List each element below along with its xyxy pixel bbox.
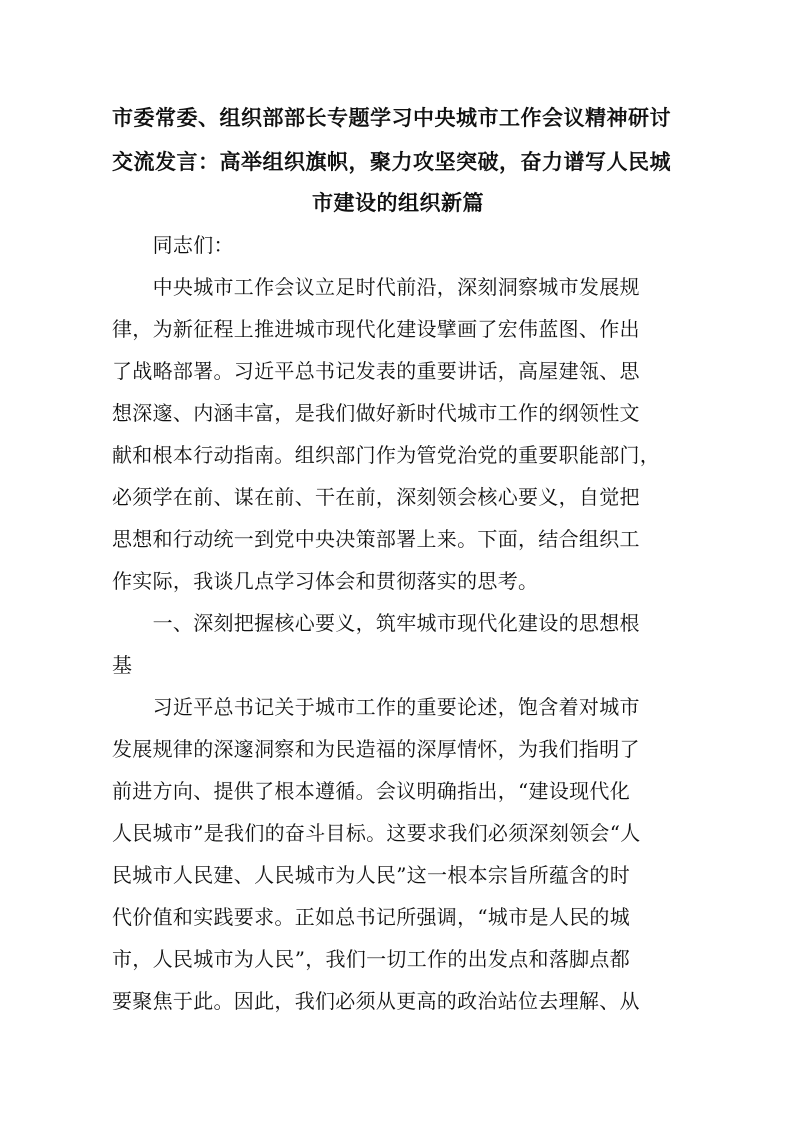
document-title-line-2: 交流发言：高举组织旗帜，聚力攻坚突破，奋力谱写人民城 xyxy=(112,149,671,174)
body-line: 要聚焦于此。因此，我们必须从更高的政治站位去理解、从 xyxy=(112,989,640,1013)
body-line: 作实际，我谈几点学习体会和贯彻落实的思考。 xyxy=(112,569,539,593)
section-heading-line: 一、深刻把握核心要义，筑牢城市现代化建设的思想根 xyxy=(112,611,640,635)
body-line: 民城市人民建、人民城市为人民”这一根本宗旨所蕴含的时 xyxy=(112,863,631,887)
section-heading-line: 基 xyxy=(112,653,133,677)
body-line: 人民城市”是我们的奋斗目标。这要求我们必须深刻领会“人 xyxy=(112,821,641,845)
body-line: 市，人民城市为人民”，我们一切工作的出发点和落脚点都 xyxy=(112,947,631,971)
body-line: 献和根本行动指南。组织部门作为管党治党的重要职能部门， xyxy=(112,443,661,467)
body-line: 必须学在前、谋在前、干在前，深刻领会核心要义，自觉把 xyxy=(112,485,640,509)
body-line: 律，为新征程上推进城市现代化建设擘画了宏伟蓝图、作出 xyxy=(112,317,640,341)
document-title-line-3: 市建设的组织新篇 xyxy=(312,190,484,215)
body-line: 习近平总书记关于城市工作的重要论述，饱含着对城市 xyxy=(112,695,640,719)
document-title-line-1: 市委常委、组织部部长专题学习中央城市工作会议精神研讨 xyxy=(112,105,671,130)
body-line: 思想和行动统一到党中央决策部署上来。下面，结合组织工 xyxy=(112,527,640,551)
salutation: 同志们： xyxy=(112,233,234,257)
body-line: 想深邃、内涵丰富，是我们做好新时代城市工作的纲领性文 xyxy=(112,401,640,425)
body-line: 了战略部署。习近平总书记发表的重要讲话，高屋建瓴、思 xyxy=(112,359,640,383)
body-line: 发展规律的深邃洞察和为民造福的深厚情怀，为我们指明了 xyxy=(112,737,640,761)
body-line: 代价值和实践要求。正如总书记所强调，“城市是人民的城 xyxy=(112,905,631,929)
body-line: 前进方向、提供了根本遵循。会议明确指出，“建设现代化 xyxy=(112,779,631,803)
body-line: 中央城市工作会议立足时代前沿，深刻洞察城市发展规 xyxy=(112,275,640,299)
